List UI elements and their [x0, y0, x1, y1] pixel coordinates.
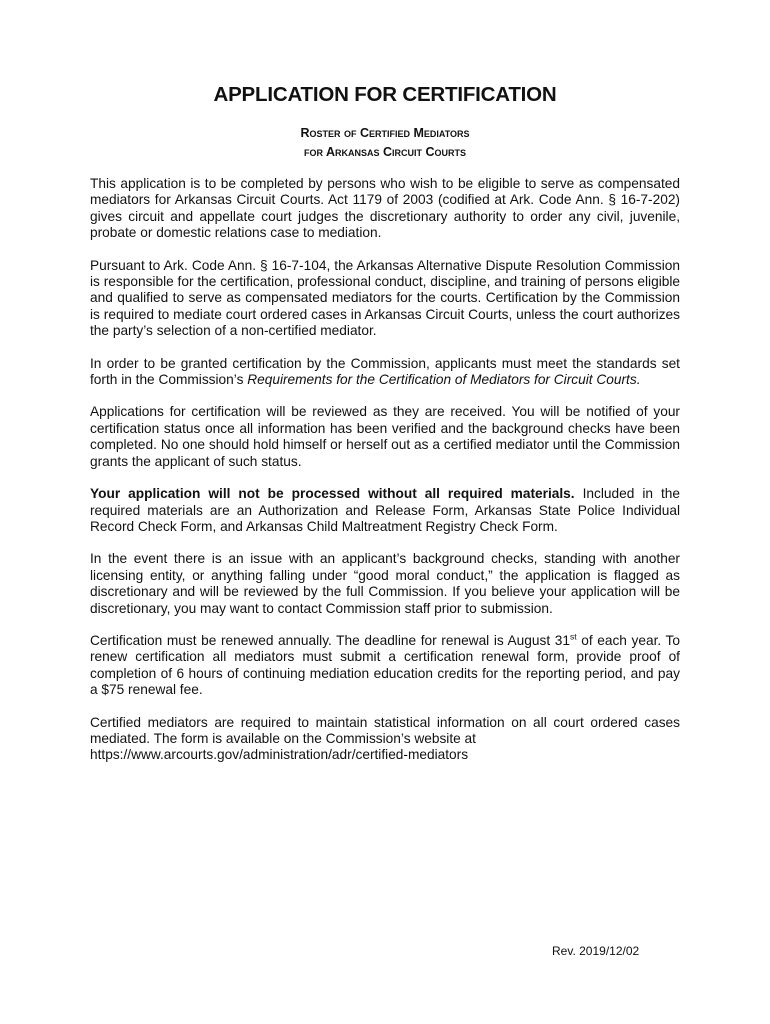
statistics-text: Certified mediators are required to maintain statistical information on all court ordered cases mediated. The form is available on the Commission’s website at — [90, 714, 680, 746]
paragraph-renewal — [90, 633, 680, 699]
standards-text: In order to be granted certification by the Commission, applicants must meet the standards set forth in the Commission’s — [90, 355, 680, 388]
website-url: https://www.arcourts.gov/administration/adr/certified-mediators — [90, 747, 469, 763]
document-title: APPLICATION FOR CERTIFICATION — [213, 83, 557, 106]
required-materials-list: Included in the required materials are an Authorization and Release Form, Arkansas State Police Individual Record Check Form, and Arkansas Child Maltreatment Registry Check Form. — [90, 486, 680, 534]
renewal-requirements-text: of each year. To renew certification all mediators must submit a certification renewal form, provide proof of completion of 6 hours of continuing mediation education credits for the reporting period, and pay a $75 renewal fee. — [90, 632, 680, 698]
document-body — [90, 176, 680, 780]
subtitle-line-2: for Arkansas Circuit Courts — [303, 145, 467, 159]
revision-date: Rev. 2019/12/02 — [552, 944, 640, 958]
paragraph-required-materials — [90, 486, 680, 535]
paragraph-statistics — [90, 715, 680, 748]
paragraph-background-checks: In the event there is an issue with an applicant’s background checks, standing with another licensing entity, or anything falling under “good moral conduct,” the application is flagged as discretionary and will be reviewed by the full Commission. If you believe your application will be discretionary, you may want to contact Commission staff prior to submission. — [90, 551, 680, 616]
renewal-deadline-text: Certification must be renewed annually. The deadline for renewal is August 31 — [90, 632, 570, 648]
subtitle-line-1: Roster of Certified Mediators — [300, 126, 470, 140]
ordinal-suffix: st — [569, 631, 577, 642]
paragraph-eligibility: This application is to be completed by persons who wish to be eligible to serve as compensated mediators for Arkansas Circuit Courts. Act 1179 of 2003 (codified at Ark. Code Ann. § 16-7-202) gives circuit and appellate court judges the discretionary authority to order any civil, juvenile, probate or domestic relations case to mediation. — [90, 176, 680, 241]
paragraph-review-process: Applications for certification will be reviewed as they are received. You will be notified of your certification status once all information has been verified and the background checks have been completed. No one should hold himself or herself out as a certified mediator until the Commission grants the applicant of such status. — [90, 404, 680, 469]
requirements-title: Requirements for the Certification of Mediators for Circuit Courts. — [247, 372, 641, 388]
required-materials-warning: Your application will not be processed without all required materials. — [90, 486, 575, 502]
paragraph-commission-authority: Pursuant to Ark. Code Ann. § 16-7-104, the Arkansas Alternative Dispute Resolution Commission is responsible for the certification, professional conduct, discipline, and training of persons eligible and qualified to serve as compensated mediators for the courts. Certification by the Commission is required to mediate court ordered cases in Arkansas Circuit Courts, unless the court authorizes the party’s selection of a non-certified mediator. — [90, 257, 680, 339]
paragraph-standards — [90, 356, 680, 389]
